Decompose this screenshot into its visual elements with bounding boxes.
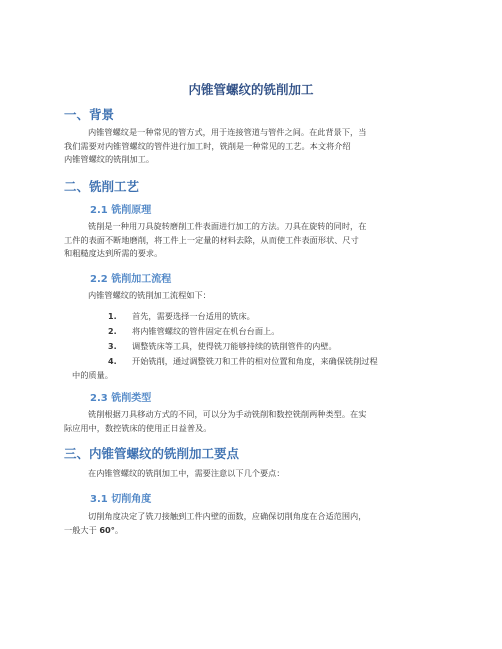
cutting-angle-paragraph [64, 510, 442, 537]
paragraph-line: 内锥管螺纹的铣削加工流程如下： [88, 290, 211, 300]
list-text: 调整铣床等工具，使得铣刀能够持续的铣削管件的内壁。 [132, 341, 337, 351]
paragraph-line: 切削角度决定了铣刀接触到工件内壁的面数，应确保切削角度在合适范围内， [88, 511, 367, 521]
background-paragraph [64, 126, 442, 167]
list-item [64, 355, 442, 382]
paragraph-line: 在内锥管螺纹的铣削加工中，需要注意以下几个要点： [88, 468, 285, 478]
list-number: 3. [108, 342, 117, 351]
section-heading-key-points: 三、内锥管螺纹的铣削加工要点 [64, 446, 240, 461]
paragraph-line: 际应用中，数控铣床的使用正日益普及。 [64, 422, 212, 433]
key-points-intro [64, 467, 442, 481]
list-text: 首先，需要选择一台适用的铣床。 [132, 311, 255, 321]
paragraph-line: 内锥管螺纹的铣削加工。 [64, 154, 155, 164]
list-number: 1. [108, 312, 117, 321]
subsection-heading-types: 2.3 铣削类型 [90, 393, 152, 404]
paragraph-line-end: 。 [114, 524, 124, 535]
flow-intro [64, 289, 442, 303]
principle-paragraph [64, 220, 442, 261]
paragraph-line-text: 一般大于 [64, 524, 100, 535]
section-heading-background: 一、背景 [64, 107, 115, 122]
list-text-continued: 中的质量。 [72, 369, 113, 380]
section-heading-milling-process: 二、铣削工艺 [64, 179, 140, 194]
list-item [64, 325, 442, 339]
list-item [64, 310, 442, 324]
paragraph-line: 铣削根据刀具移动方式的不同，可以分为手动铣削和数控铣削两种类型。在实 [88, 409, 367, 419]
paragraph-line: 我们需要对内锥管螺纹的管件进行加工时，铣削是一种常见的工艺。本文将介绍 [64, 140, 351, 151]
paragraph-line: 内锥管螺纹是一种常见的管方式，用于连接管道与管件之间。在此背景下，当 [88, 127, 367, 137]
subsection-heading-principle: 2.1 铣削原理 [90, 205, 152, 216]
paragraph-line: 和粗糙度达到所需的要求。 [64, 248, 163, 258]
list-text: 将内锥管螺纹的管件固定在机台台面上。 [132, 326, 280, 336]
document-title: 内锥管螺纹的铣削加工 [188, 82, 314, 97]
paragraph-line [64, 524, 442, 538]
list-number: 2. [108, 327, 117, 336]
angle-value: 60° [99, 524, 115, 535]
subsection-heading-flow: 2.2 铣削加工流程 [90, 274, 172, 285]
list-text: 开始铣削，通过调整铣刀和工件的相对位置和角度，来确保铣削过程 [132, 356, 378, 366]
types-paragraph [64, 408, 442, 435]
subsection-heading-cutting-angle: 3.1 切削角度 [90, 494, 152, 505]
paragraph-line: 铣削是一种用刀具旋转磨削工件表面进行加工的方法。刀具在旋转的同时，在 [88, 221, 367, 231]
list-item [64, 340, 442, 354]
list-number: 4. [108, 357, 117, 366]
paragraph-line: 工件的表面不断地磨削，将工件上一定量的材料去除，从而使工件表面形状、尺寸 [64, 234, 359, 245]
